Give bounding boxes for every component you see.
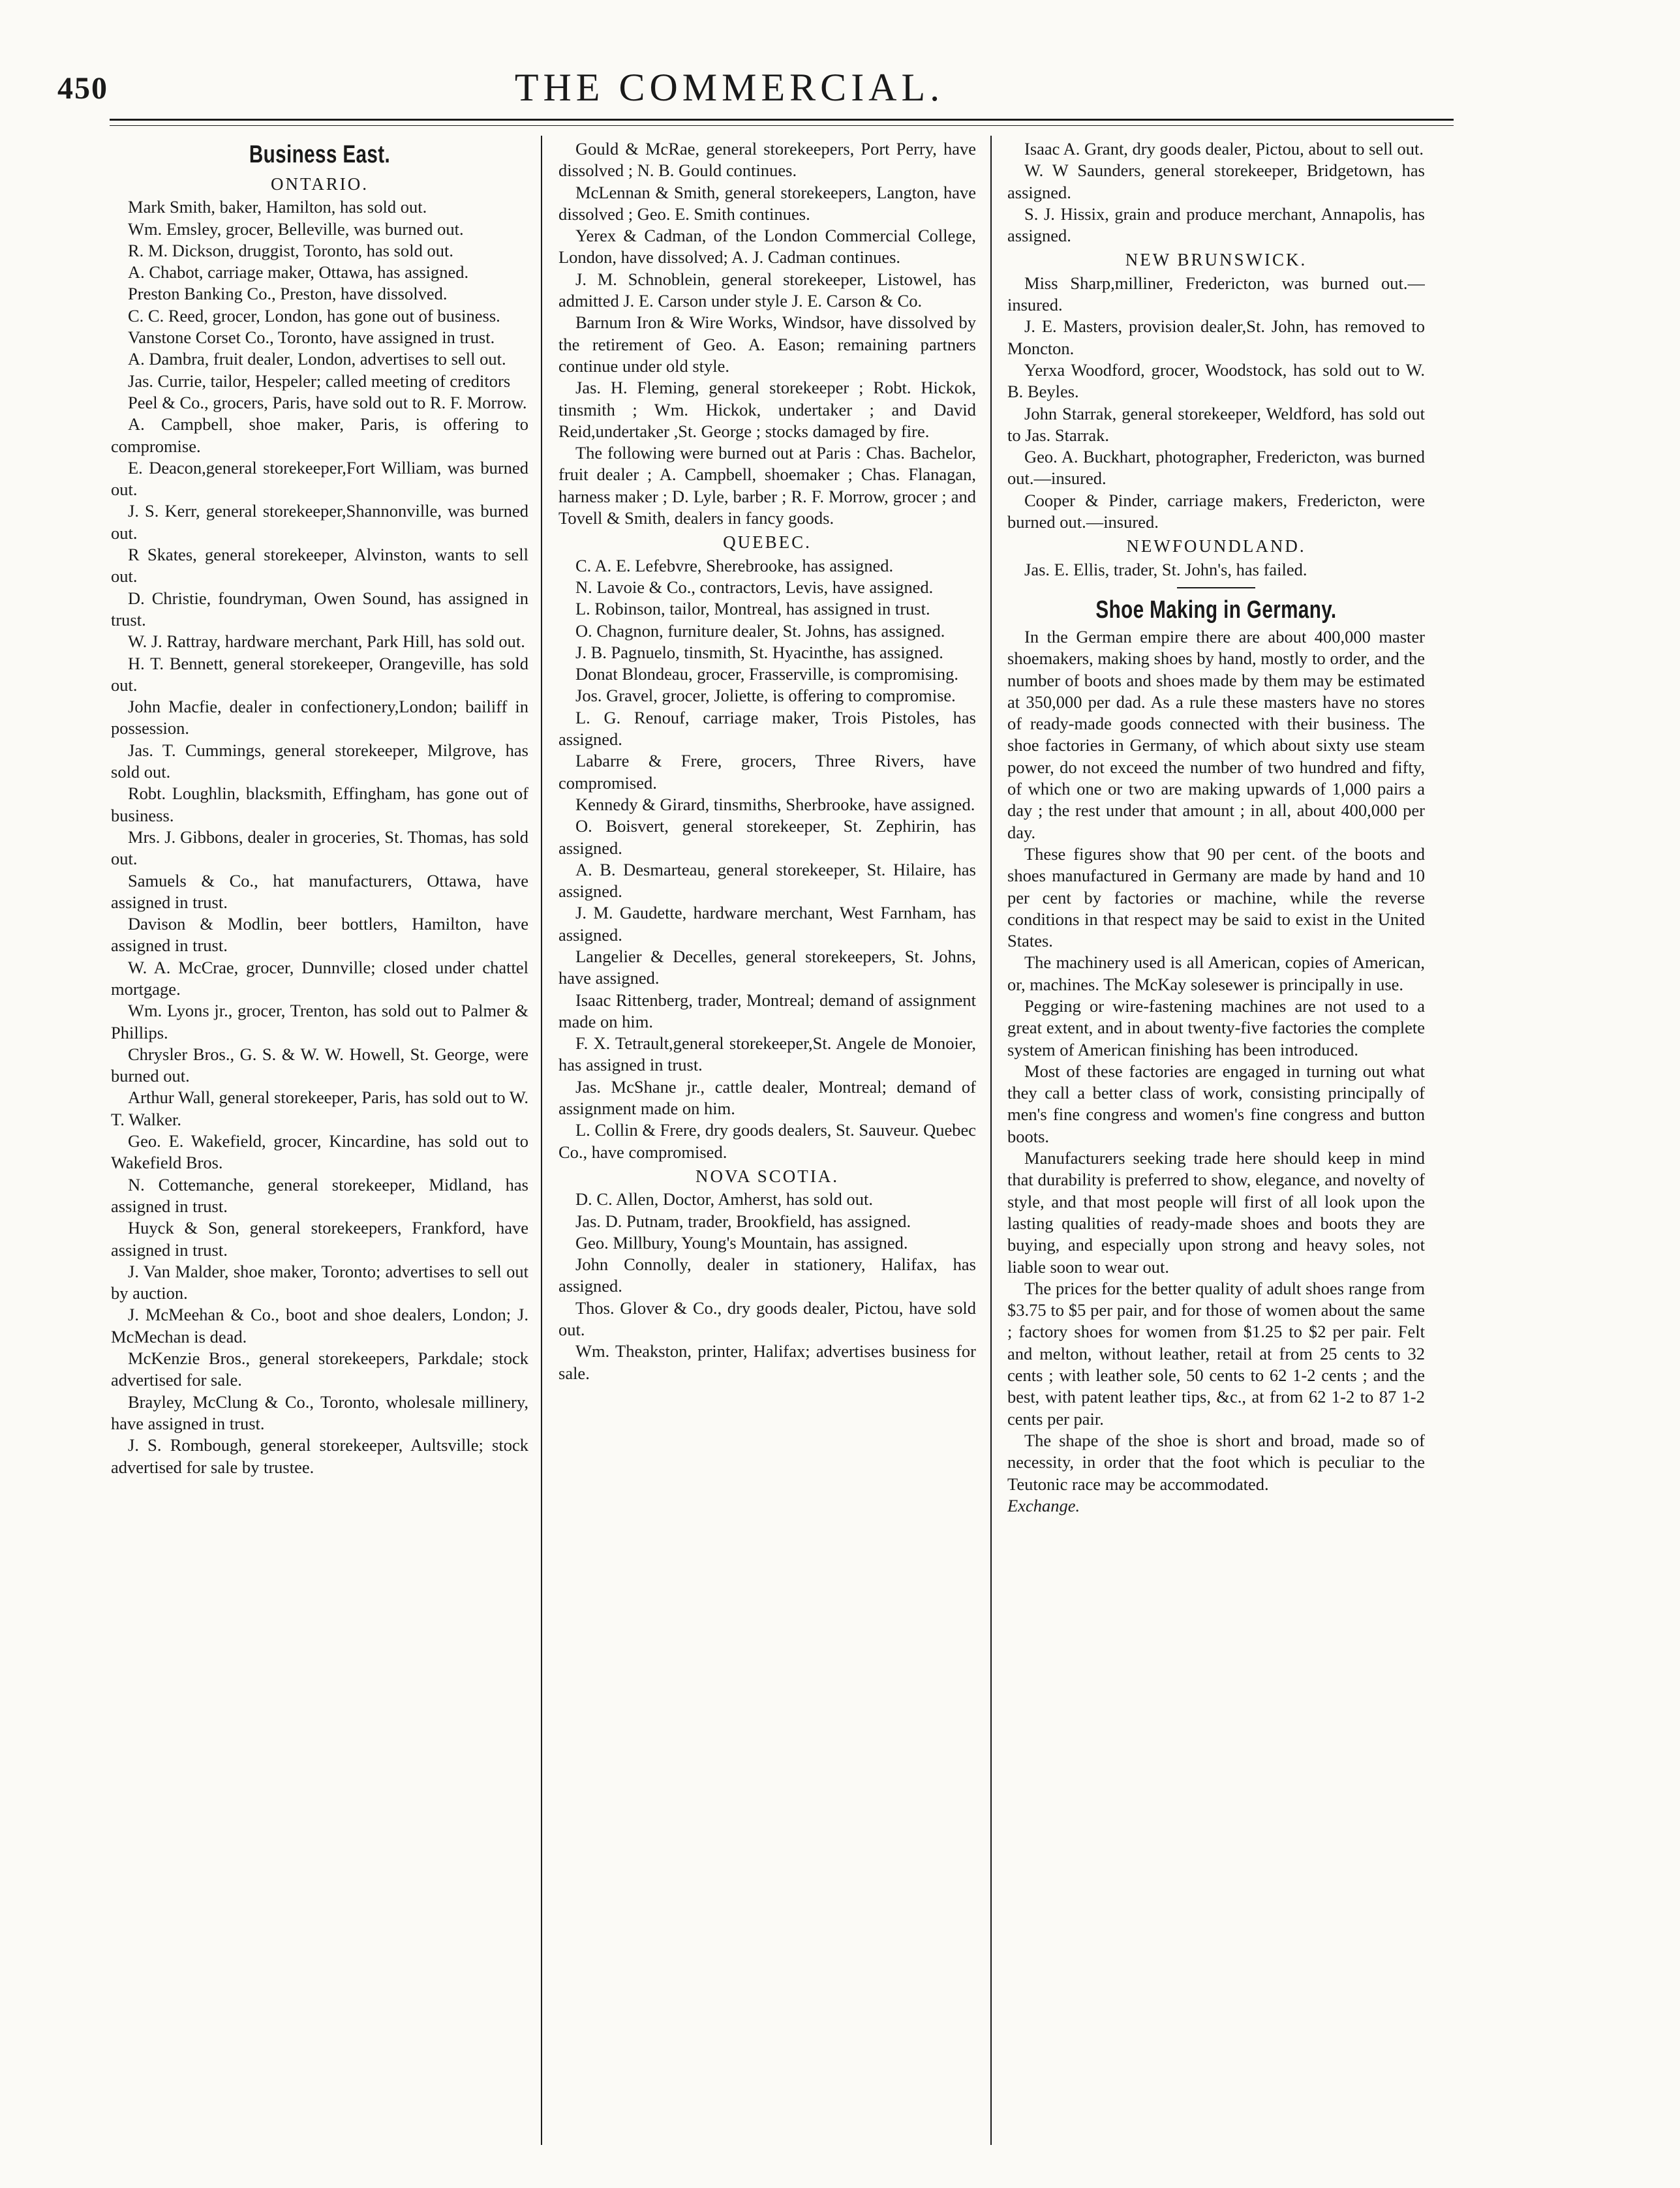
listing-item: S. J. Hissix, grain and produce merchant, Annapolis, has assigned.: [1007, 204, 1425, 246]
listing-item: J. S. Rombough, general storekeeper, Aultsville; stock advertised for sale by trustee.: [111, 1435, 528, 1477]
listing-item: Gould & McRae, general storekeepers, Port Perry, have dissolved ; N. B. Gould continues.: [558, 139, 976, 181]
listing-item: Thos. Glover & Co., dry goods dealer, Pictou, have sold out.: [558, 1298, 976, 1340]
listing-item: Preston Banking Co., Preston, have dissolved.: [128, 284, 448, 304]
article-paragraph: The machinery used is all American, copies of American, or, machines. The McKay solesewer is principally in use.: [1007, 952, 1425, 994]
listing-item: J. B. Pagnuelo, tinsmith, St. Hyacinthe, has assigned.: [575, 642, 943, 662]
listing-item: Isaac A. Grant, dry goods dealer, Pictou, about to sell out.: [1024, 139, 1424, 159]
listing-item: Jas. T. Cummings, general storekeeper, Milgrove, has sold out.: [111, 740, 528, 782]
article-paragraph: Pegging or wire-fastening machines are not used to a great extent, and in about twenty-five factories the complete system of American finishing has been introduced.: [1007, 995, 1425, 1059]
page-number: 450: [57, 71, 108, 106]
listing-item: J. E. Masters, provision dealer,St. John, has removed to Moncton.: [1007, 316, 1425, 358]
masthead-title: THE COMMERCIAL.: [514, 66, 945, 109]
listing-item: Jas. E. Ellis, trader, St. John's, has failed.: [1024, 559, 1307, 579]
listing-item: A. Campbell, shoe maker, Paris, is offering to compromise.: [111, 414, 528, 456]
article-body: [1007, 626, 1425, 1517]
listing-item: Kennedy & Girard, tinsmiths, Sherbrooke, have assigned.: [575, 794, 975, 814]
col1-sections: [111, 174, 528, 1478]
listing-item: C. C. Reed, grocer, London, has gone out of business.: [128, 305, 500, 326]
listing-item: A. B. Desmarteau, general storekeeper, St. Hilaire, has assigned.: [558, 859, 976, 902]
listing-item: Isaac Rittenberg, trader, Montreal; demand of assignment made on him.: [558, 990, 976, 1031]
listing-item: L. Robinson, tailor, Montreal, has assigned in trust.: [575, 599, 930, 619]
listing-item: The following were burned out at Paris : Chas. Bachelor, fruit dealer ; A. Campbell, shoemaker ; Chas. Flanagan, harness maker ; D. Lyle, barber ; R. F. Morrow, grocer ; and Tovell & Smith, dealers in fancy goods.: [558, 443, 976, 528]
listing-item: Peel & Co., grocers, Paris, have sold out to R. F. Morrow.: [128, 392, 527, 412]
section-heading: QUEBEC.: [723, 532, 812, 553]
listing-item: Wm. Lyons jr., grocer, Trenton, has sold out to Palmer & Phillips.: [111, 1001, 528, 1042]
article-paragraph: Manufacturers seeking trade here should keep in mind that durability is preferred to show, elegance, and novelty of style, and that most people will first of all look upon the lasting qualities of ready-made shoes and boots they are buying, and especially upon strong and heavy soles, not liable soon to wear out.: [1007, 1148, 1425, 1277]
listing-item: John Macfie, dealer in confectionery,London; bailiff in possession.: [111, 697, 528, 738]
listing-item: A. Chabot, carriage maker, Ottawa, has assigned.: [128, 262, 469, 282]
listing-item: Brayley, McClung & Co., Toronto, wholesale millinery, have assigned in trust.: [111, 1391, 528, 1433]
listing-item: Yerex & Cadman, of the London Commercial College, London, have dissolved; A. J. Cadman continues.: [558, 226, 976, 267]
section-heading: ONTARIO.: [270, 174, 369, 194]
listing-item: Geo. Millbury, Young's Mountain, has assigned.: [575, 1232, 908, 1253]
column-divider-2: [990, 136, 992, 2145]
listing-item: O. Boisvert, general storekeeper, St. Zephirin, has assigned.: [558, 816, 976, 858]
col2-sections: [558, 532, 976, 1384]
listing-item: Jas. McShane jr., cattle dealer, Montreal; demand of assignment made on him.: [558, 1076, 976, 1119]
listing-item: D. Christie, foundryman, Owen Sound, has assigned in trust.: [111, 588, 528, 630]
listing-item: W. W Saunders, general storekeeper, Bridgetown, has assigned.: [1007, 160, 1425, 202]
listing-item: J. McMeehan & Co., boot and shoe dealers, London; J. McMechan is dead.: [111, 1305, 528, 1346]
col3-sections: [1007, 249, 1425, 580]
listing-item: Jas. D. Putnam, trader, Brookfield, has assigned.: [575, 1211, 911, 1231]
shoe-making-headline: Shoe Making in Germany.: [1095, 596, 1337, 624]
listing-item: F. X. Tetrault,general storekeeper,St. Angele de Monoier, has assigned in trust.: [558, 1033, 976, 1075]
listing-item: Yerxa Woodford, grocer, Woodstock, has sold out to W. B. Beyles.: [1007, 359, 1425, 402]
col2-top-items: [558, 138, 976, 529]
listing-item: W. A. McCrae, grocer, Dunnville; closed under chattel mortgage.: [111, 957, 528, 999]
listing-item: H. T. Bennett, general storekeeper, Orangeville, has sold out.: [111, 653, 528, 695]
listing-item: McLennan & Smith, general storekeepers, Langton, have dissolved ; Geo. E. Smith continues.: [558, 182, 976, 224]
listing-item: Robt. Loughlin, blacksmith, Effingham, has gone out of business.: [111, 783, 528, 825]
listing-item: Jos. Gravel, grocer, Joliette, is offering to compromise.: [575, 686, 956, 706]
listing-item: Geo. A. Buckhart, photographer, Fredericton, was burned out.—insured.: [1007, 447, 1425, 489]
listing-item: Cooper & Pinder, carriage makers, Fredericton, were burned out.—insured.: [1007, 490, 1425, 532]
listing-item: John Starrak, general storekeeper, Weldford, has sold out to Jas. Starrak.: [1007, 403, 1425, 445]
listing-item: R Skates, general storekeeper, Alvinston, wants to sell out.: [111, 545, 528, 586]
listing-item: Vanstone Corset Co., Toronto, have assigned in trust.: [128, 327, 495, 348]
listing-item: Langelier & Decelles, general storekeepers, St. Johns, have assigned.: [558, 946, 976, 988]
listing-item: E. Deacon,general storekeeper,Fort William, was burned out.: [111, 457, 528, 500]
listing-item: L. Collin & Frere, dry goods dealers, St. Sauveur. Quebec Co., have compromised.: [558, 1120, 976, 1162]
listing-item: L. G. Renouf, carriage maker, Trois Pistoles, has assigned.: [558, 707, 976, 750]
listing-item: Barnum Iron & Wire Works, Windsor, have dissolved by the retirement of Geo. A. Eason; remaining partners continue under old style.: [558, 312, 976, 376]
section-heading: NEWFOUNDLAND.: [1126, 536, 1306, 556]
listing-item: N. Cottemanche, general storekeeper, Midland, has assigned in trust.: [111, 1174, 528, 1216]
listing-item: J. Van Malder, shoe maker, Toronto; advertises to sell out by auction.: [111, 1261, 528, 1303]
col3-top-items: [1007, 138, 1425, 247]
listing-item: J. M. Gaudette, hardware merchant, West Farnham, has assigned.: [558, 903, 976, 945]
article-paragraph: These figures show that 90 per cent. of the boots and shoes manufactured in Germany are made by hand and 10 per cent by factories or machine, while the reverse conditions in that respect may be said to exist in the United States.: [1007, 843, 1425, 951]
listing-item: Jas. Currie, tailor, Hespeler; called meeting of creditors: [128, 371, 511, 391]
article-paragraph: The shape of the shoe is short and broad, made so of necessity, in order that the foot which is peculiar to the Teutonic race may be accommodated.: [1007, 1430, 1425, 1494]
listing-item: John Connolly, dealer in stationery, Halifax, has assigned.: [558, 1254, 976, 1296]
column-1: [111, 138, 528, 2148]
listing-item: Donat Blondeau, grocer, Frasserville, is compromising.: [575, 664, 958, 684]
listing-item: N. Lavoie & Co., contractors, Levis, have assigned.: [575, 577, 934, 597]
listing-item: Samuels & Co., hat manufacturers, Ottawa, have assigned in trust.: [111, 870, 528, 912]
listing-item: D. C. Allen, Doctor, Amherst, has sold out.: [575, 1189, 874, 1209]
article-paragraph: Most of these factories are engaged in turning out what they call a better class of work, consisting principally of men's fine congress and women's fine congress and button boots.: [1007, 1061, 1425, 1146]
listing-item: C. A. E. Lefebvre, Sherebrooke, has assigned.: [575, 555, 894, 575]
listing-item: Mrs. J. Gibbons, dealer in groceries, St. Thomas, has sold out.: [111, 827, 528, 869]
listing-item: Miss Sharp,milliner, Fredericton, was burned out.—insured.: [1007, 273, 1425, 315]
article-paragraph: The prices for the better quality of adult shoes range from $3.75 to $5 per pair, and for those of women about the same ; factory shoes for women from $1.25 to $2 per pair. Felt and melton, without leather, retail at from 25 cents to 32 cents ; with leather sole, 50 cents to 62 1-2 cents ; and the best, with patent leather tips, &c., at from 62 1-2 to 87 1-2 cents per pair.: [1007, 1278, 1425, 1429]
listing-item: Labarre & Frere, grocers, Three Rivers, have compromised.: [558, 751, 976, 793]
article-source: Exchange.: [1007, 1495, 1080, 1515]
section-heading: NOVA SCOTIA.: [695, 1166, 840, 1186]
article-paragraph: In the German empire there are about 400,000 master shoemakers, making shoes by hand, mostly to order, and the number of boots and shoes made by them may be estimated at 350,000 per dad. As a rule these masters have no stores of ready-made goods connected with their business. The shoe factories in Germany, of which about sixty use steam power, do not exceed the number of two hundred and fifty, of which one or two are making upwards of 1,000 pairs a day ; the rest under that amount ; in all, about 400,000 per day.: [1007, 626, 1425, 842]
header-rule-thin: [110, 125, 1454, 126]
page-header: [57, 57, 1401, 110]
listing-item: Chrysler Bros., G. S. & W. W. Howell, St. George, were burned out.: [111, 1044, 528, 1086]
listing-item: McKenzie Bros., general storekeepers, Parkdale; stock advertised for sale.: [111, 1348, 528, 1390]
listing-item: Geo. E. Wakefield, grocer, Kincardine, has sold out to Wakefield Bros.: [111, 1131, 528, 1173]
listing-item: Davison & Modlin, beer bottlers, Hamilton, have assigned in trust.: [111, 914, 528, 956]
column-divider-1: [541, 136, 542, 2145]
listing-item: J. S. Kerr, general storekeeper,Shannonville, was burned out.: [111, 501, 528, 543]
listing-item: Wm. Emsley, grocer, Belleville, was burned out.: [128, 219, 464, 239]
business-east-headline: Business East.: [249, 141, 391, 168]
listing-item: Jas. H. Fleming, general storekeeper ; Robt. Hickok, tinsmith ; Wm. Hickok, undertaker ; and David Reid,undertaker ,St. George ; stocks damaged by fire.: [558, 378, 976, 441]
listing-item: Huyck & Son, general storekeepers, Frankford, have assigned in trust.: [111, 1218, 528, 1260]
listing-item: W. J. Rattray, hardware merchant, Park Hill, has sold out.: [128, 631, 525, 652]
listing-item: Wm. Theakston, printer, Halifax; advertises business for sale.: [558, 1341, 976, 1383]
header-rule: [110, 119, 1454, 121]
section-heading: NEW BRUNSWICK.: [1125, 250, 1307, 270]
column-2: [558, 138, 976, 2148]
listing-item: J. M. Schnoblein, general storekeeper, Listowel, has admitted J. E. Carson under style J. E. Carson & Co.: [558, 269, 976, 311]
listing-item: Mark Smith, baker, Hamilton, has sold out.: [128, 197, 427, 217]
listing-item: Arthur Wall, general storekeeper, Paris, has sold out to W. T. Walker.: [111, 1087, 528, 1129]
listing-item: R. M. Dickson, druggist, Toronto, has sold out.: [128, 240, 453, 260]
listing-item: O. Chagnon, furniture dealer, St. Johns, has assigned.: [575, 620, 945, 641]
column-3: [1007, 138, 1425, 2148]
listing-item: A. Dambra, fruit dealer, London, advertises to sell out.: [128, 349, 506, 369]
article-divider: [1177, 587, 1255, 588]
